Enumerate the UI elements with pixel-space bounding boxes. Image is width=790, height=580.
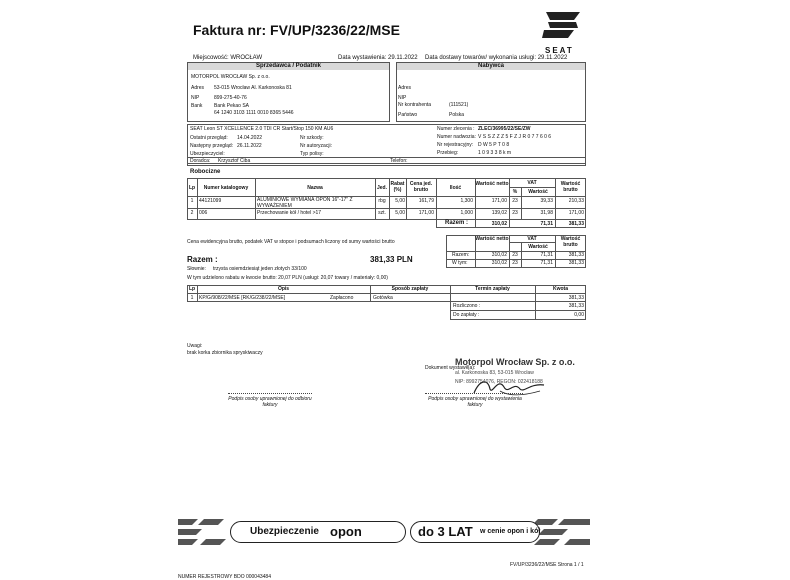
r2-catalog: 006 — [199, 210, 208, 216]
section-title: Robocizne — [190, 169, 221, 175]
banner-included: w cenie opon i kół — [480, 528, 541, 535]
r2-pct: 23 — [512, 210, 518, 216]
last-service-label: Ostatni przegląd: — [190, 135, 228, 141]
sum-th-vat: VAT — [527, 236, 537, 242]
r1-vat-value: 39,33 — [540, 198, 553, 204]
r2-net: 139,02 — [491, 210, 507, 216]
r2-unit: szt. — [378, 210, 386, 216]
issued-by-label: Dokument wystawił(a): — [425, 365, 476, 371]
table-total-label: Razem : — [445, 220, 469, 226]
th-catalog: Numer katalogowy — [203, 185, 249, 191]
buyer-address-label: Adres — [398, 85, 412, 91]
r1-qty: 1,300 — [460, 198, 473, 204]
seat-s-icon — [540, 10, 584, 44]
r1-catalog: 44121099 — [199, 198, 222, 204]
pay-th-term: Termin zapłaty — [475, 286, 510, 292]
pay-th-amount: Kwota — [553, 286, 568, 292]
pay-paid: Zapłacono — [330, 295, 354, 301]
settled-label: Rozliczono : — [453, 303, 481, 309]
sum-row1-net: 310,02 — [491, 252, 507, 258]
sum-row1-pct: 23 — [512, 252, 518, 258]
due: 0,00 — [574, 312, 584, 318]
due-label: Do zapłaty : — [453, 312, 480, 318]
sum-row2-net: 310,02 — [491, 260, 507, 266]
policy-label: Typ polisy: — [300, 151, 324, 157]
stamp-line-3: NIP: 8992754076, REGON: 022418188 — [455, 379, 543, 385]
th-net: Wartość netto — [475, 181, 509, 187]
buyer-country-label: Państwo — [398, 112, 418, 118]
words: trzysta osiemdziesiąt jeden złotych 33/100 — [213, 266, 307, 272]
notes-text: brak korka zbiornika spryskiwaczy — [187, 350, 263, 356]
r2-lp: 2 — [190, 210, 194, 216]
advisor-label: Doradca: — [190, 158, 211, 164]
seller-nip: 899-275-40-76 — [214, 95, 247, 101]
vat-note: Cena ewidencyjna brutto, podatek VAT w stopce i podsumach liczony od sumy wartości brutto — [187, 239, 395, 245]
pay-th-desc: Opis — [277, 286, 290, 292]
settled: 381,33 — [568, 303, 584, 309]
sum-th-vat-value: Wartość — [528, 244, 548, 250]
mileage-label: Przebieg: — [437, 150, 459, 156]
mileage: 1 0 9 3 3 8 k m — [478, 150, 512, 156]
th-lp: Lp — [188, 185, 196, 191]
seller-heading: Sprzedawca / Podatnik — [188, 63, 389, 70]
sig-line-left — [228, 393, 312, 394]
sum-th-net: Wartość netto — [475, 236, 509, 242]
razem-value: 381,33 PLN — [370, 255, 413, 264]
issue-date: Data wystawienia: 29.11.2022 — [338, 55, 418, 61]
r2-price: 171,00 — [418, 210, 434, 216]
pay-lp: 1 — [190, 295, 194, 301]
bdo-number: NUMER REJESTROWY BDO 000043484 — [178, 574, 271, 580]
sum-row1-label: Razem: — [452, 252, 470, 258]
r1-lp: 1 — [190, 198, 194, 204]
r1-net: 171,00 — [491, 198, 507, 204]
buyer-country: Polska — [449, 112, 465, 118]
seller-name: MOTORPOL WROCŁAW Sp. z o.o. — [191, 74, 270, 80]
table-total-vat: 71,31 — [540, 221, 553, 227]
discount-note: W tym udzielono rabatu w kwocie brutto: 20,07 PLN (usługi: 20,07 towary / materiały: 0,00) — [187, 275, 388, 281]
place: Miejscowość: WROCŁAW — [193, 55, 263, 61]
th-discount: Rabat (%) — [390, 181, 405, 193]
seller-address: 53-015 Wrocław Al. Karkonoska 81 — [214, 85, 292, 91]
body-number: V S S Z Z Z 5 F Z J R 0 7 7 6 0 6 — [478, 134, 552, 140]
th-pct: % — [512, 189, 518, 195]
order-label: Numer zlecenia : — [437, 126, 475, 132]
th-gross: Wartość brutto — [560, 181, 581, 193]
insurer-label: Ubezpieczyciel: — [190, 151, 225, 157]
table-total-gross: 381,33 — [568, 221, 584, 227]
notes-label: Uwagi: — [187, 343, 203, 349]
next-service-label: Następny przegląd: — [190, 143, 234, 149]
sum-th-gross: Wartość brutto — [560, 236, 581, 248]
seller-bank: Bank Pekao SA — [214, 103, 250, 109]
r1-unit: rbg — [378, 198, 386, 204]
seller-account: 64 1240 3103 1111 0010 8365 5446 — [214, 110, 294, 116]
seller-address-label: Adres — [191, 85, 205, 91]
phone-label: Telefon: — [390, 158, 408, 164]
sum-row2-label: W tym: — [452, 260, 468, 266]
pay-th-method: Sposób zapłaty — [391, 286, 429, 292]
seller-bank-label: Bank — [191, 103, 203, 109]
damage-label: Nr szkody: — [300, 135, 324, 141]
body-label: Numer nadwozia: — [437, 134, 476, 140]
th-vat-value: Wartość — [528, 189, 548, 195]
buyer-contractor: (111521) — [449, 102, 469, 108]
sum-row1-vat: 71,31 — [540, 252, 553, 258]
r1-price: 161,79 — [418, 198, 434, 204]
buyer-heading: Nabywca — [397, 63, 585, 70]
sum-row2-gross: 381,33 — [568, 260, 584, 266]
th-unit: Jed. — [376, 185, 387, 191]
table-total-net: 310,02 — [491, 221, 507, 227]
banner-tires: opon — [330, 524, 362, 539]
seller-nip-label: NIP — [191, 95, 200, 101]
r1-pct: 23 — [512, 198, 518, 204]
buyer-nip-label: NIP — [398, 95, 407, 101]
th-qty: Ilość — [449, 185, 462, 191]
buyer-contractor-label: Nr kontrahenta — [398, 102, 432, 108]
razem-label: Razem : — [187, 255, 218, 264]
r2-vat-value: 31,98 — [540, 210, 553, 216]
seat-logo — [540, 10, 584, 44]
vehicle-model: SEAT Leon ST XCELLENCE 2.0 TDI CR Start/Stop 150 KM AU6 — [190, 126, 334, 132]
next-service: 26.11.2022 — [237, 143, 262, 149]
pay-method: Gotówka — [373, 295, 393, 301]
tire-banner — [178, 513, 590, 551]
r1-name: ALUMINIOWE WYMIANA OPON 16"-17" Z WYWAŻENIEM — [257, 197, 353, 209]
seat-wordmark: SEAT — [545, 46, 574, 55]
th-price: Cena jed. brutto — [409, 181, 433, 193]
pay-desc: KP/G/908/22/MSE [RK/G/238/22/MSE] — [199, 295, 286, 301]
page-number: FV/UP/3236/22/MSE Strona 1 / 1 — [510, 562, 584, 568]
delivery-date: Data dostawy towarów/ wykonania usługi: 29.11.2022 — [425, 55, 568, 61]
r1-discount: 5,00 — [395, 198, 405, 204]
th-vat: VAT — [527, 180, 537, 186]
order-number: ZLEC/36995/22/SE/ZW — [478, 126, 531, 132]
sum-row1-gross: 381,33 — [568, 252, 584, 258]
invoice-title: Faktura nr: FV/UP/3236/22/MSE — [193, 22, 400, 38]
last-service: 14.04.2022 — [237, 135, 263, 141]
buyer-box — [396, 62, 586, 122]
sum-row2-pct: 23 — [512, 260, 518, 266]
sig-right-caption: Podpis osoby uprawnionej do wystawienia faktury — [428, 396, 522, 408]
sum-row2-vat: 71,31 — [540, 260, 553, 266]
auth-label: Nr autoryzacji: — [300, 143, 332, 149]
pay-th-lp: Lp — [188, 286, 196, 292]
sig-line-right — [425, 393, 523, 394]
pay-amount: 381,33 — [568, 295, 584, 301]
banner-years: do 3 LAT — [418, 524, 473, 539]
r2-gross: 171,00 — [568, 210, 584, 216]
r2-name: Przechowanie kół / hotel >17 — [257, 210, 322, 216]
r2-discount: 5,00 — [395, 210, 405, 216]
sig-left-caption: Podpis osoby uprawnionej do odbioru faktury — [228, 396, 312, 408]
banner-insurance: Ubezpieczenie — [250, 526, 319, 537]
stamp-line-1: Motorpol Wrocław Sp. z o.o. — [455, 357, 575, 367]
advisor: Krzysztof Ciba — [218, 158, 251, 164]
words-label: Słownie: — [187, 266, 206, 272]
r1-gross: 210,33 — [568, 198, 584, 204]
r2-qty: 1,000 — [460, 210, 473, 216]
th-name: Nazwa — [307, 185, 323, 191]
reg-number: D W 5 P T 0 8 — [478, 142, 510, 148]
stamp-line-2: al. Karkonoska 83, 53-015 Wrocław — [455, 370, 534, 376]
reg-label: Nr rejestracyjny: — [437, 142, 474, 148]
